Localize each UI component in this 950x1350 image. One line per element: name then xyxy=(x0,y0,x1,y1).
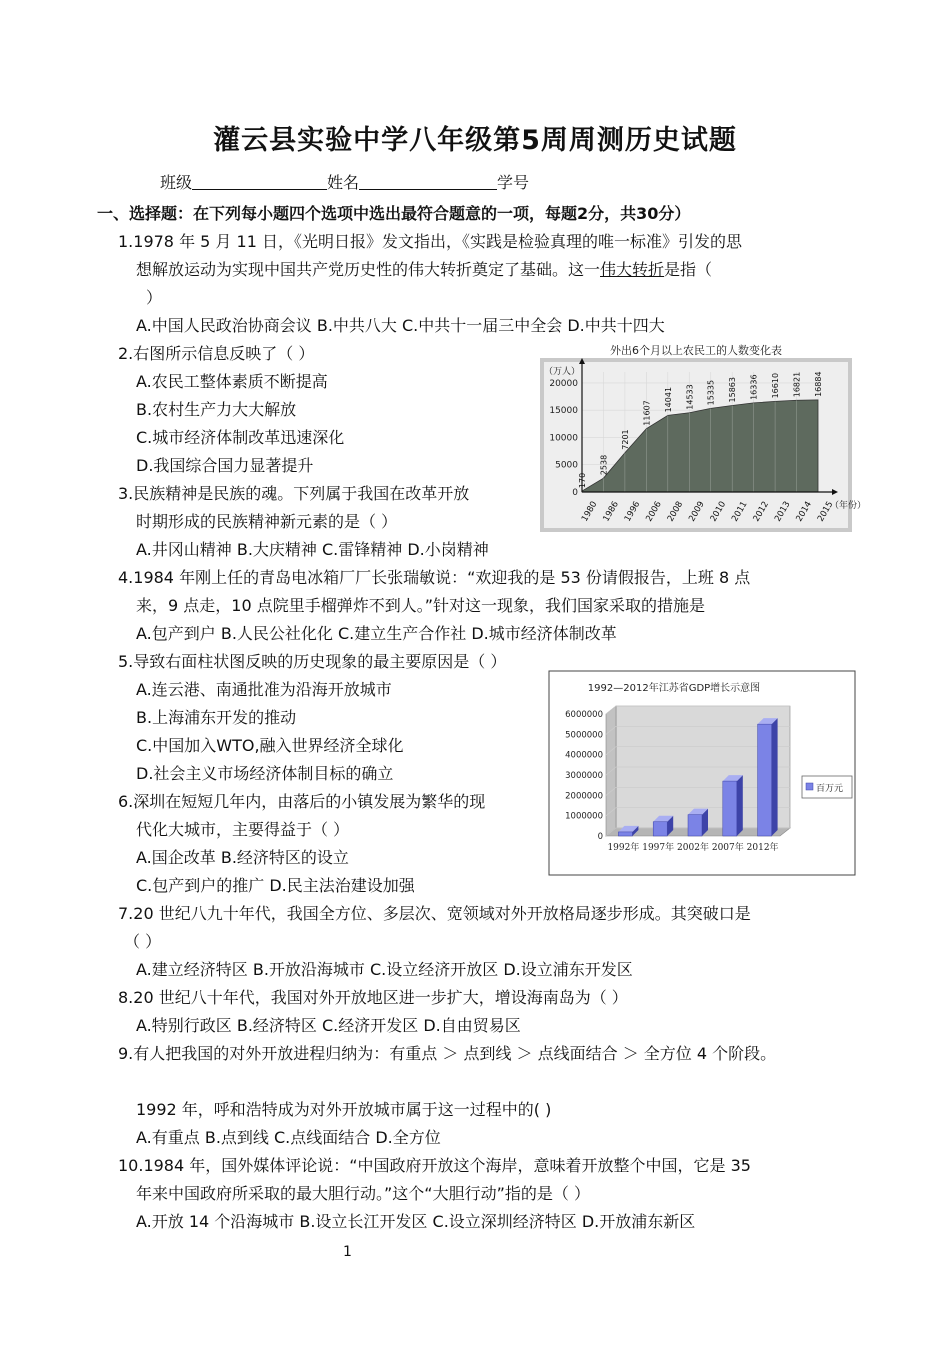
chart2-ytick-label: 1000000 xyxy=(565,811,603,822)
chart1-data-label: 2538 xyxy=(599,454,609,476)
chart1-xtick-label: 1980 xyxy=(579,499,600,524)
q10-options[interactable]: A.开放 14 个沿海城市 B.设立长江开发区 C.设立深圳经济特区 D.开放浦东新区 xyxy=(136,1212,696,1231)
chart1-xtick-label: 1986 xyxy=(601,499,621,524)
migrant-workers-chart xyxy=(540,342,867,532)
chart1-data-label: 16884 xyxy=(814,371,823,397)
q5-option-b[interactable]: B.上海浦东开发的推动 xyxy=(136,708,297,727)
chart2-ytick-label: 5000000 xyxy=(565,730,603,741)
q2-option-b[interactable]: B.农村生产力大大解放 xyxy=(136,400,297,419)
chart2-bar xyxy=(653,822,667,836)
chart1-xtick-label: 2009 xyxy=(687,499,707,524)
chart2-xtick-label: 1992年 xyxy=(607,843,640,853)
chart1-ylabel: （万人） xyxy=(544,367,581,377)
chart1-data-label: 170 xyxy=(578,472,587,489)
chart2-bar xyxy=(723,781,737,836)
q8-options[interactable]: A.特别行政区 B.经济特区 C.经济开发区 D.自由贸易区 xyxy=(136,1016,521,1035)
chart1-data-label: 15863 xyxy=(728,377,738,403)
q9-options[interactable]: A.有重点 B.点到线 C.点线面结合 D.全方位 xyxy=(136,1128,441,1147)
chart1-xtick-label: 2010 xyxy=(708,499,729,524)
chart1-ytick-label: 0 xyxy=(572,488,578,498)
q1-line2 xyxy=(136,257,712,280)
chart2-bar xyxy=(688,815,702,836)
chart2-xtick-label: 2012年 xyxy=(746,843,779,853)
q5-option-c[interactable]: C.中国加入WTO,融入世界经济全球化 xyxy=(136,736,404,755)
chart1-xtick-label: 2014 xyxy=(794,499,814,524)
chart1-data-label: 16610 xyxy=(771,372,781,399)
chart2-ytick-label: 0 xyxy=(597,832,603,842)
chart2-ytick-label: 2000000 xyxy=(565,791,603,802)
chart1-xtick-label: 1996 xyxy=(622,499,643,524)
chart2-xtick-label: 1997年 xyxy=(642,843,675,853)
q5-option-a[interactable]: A.连云港、南通批准为沿海开放城市 xyxy=(136,680,392,699)
q6-line2: 代化大城市，主要得益于（ ） xyxy=(136,820,350,839)
chart2-legend-swatch xyxy=(806,783,813,790)
q4-options[interactable]: A.包产到户 B.人民公社化化 C.建立生产合作社 D.城市经济体制改革 xyxy=(136,624,617,643)
q1-underlined: 伟大转折 xyxy=(600,260,665,279)
chart1-data-label: 14041 xyxy=(663,386,673,413)
chart1-data-label: 16821 xyxy=(792,371,802,398)
chart2-title: 1992—2012年江苏省GDP增长示意图 xyxy=(587,683,761,694)
q3-options[interactable]: A.井冈山精神 B.大庆精神 C.雷锋精神 D.小岗精神 xyxy=(136,540,489,559)
chart1-ytick-label: 5000 xyxy=(555,460,578,471)
chart2-xtick-label: 2002年 xyxy=(677,843,709,853)
chart1-ytick-label: 20000 xyxy=(549,378,578,389)
chart1-xlabel: （年份） xyxy=(830,501,867,511)
q2-option-a[interactable]: A.农民工整体素质不断提高 xyxy=(136,372,328,391)
q6-options-ab[interactable]: A.国企改革 B.经济特区的设立 xyxy=(136,848,349,867)
chart2-xtick-label: 2007年 xyxy=(711,843,744,853)
q1-line1: 1.1978 年 5 月 11 日，《光明日报》发文指出，《实践是检验真理的唯一标准》引发的思 xyxy=(118,232,742,251)
class-label: 班级 xyxy=(160,173,193,192)
name-label: 姓名 xyxy=(327,173,360,192)
q9-line2: 1992 年，呼和浩特成为对外开放城市属于这一过程中的( ) xyxy=(136,1100,552,1119)
chart1-xtick-label: 2011 xyxy=(730,499,750,524)
q6-line1: 6.深圳在短短几年内，由落后的小镇发展为繁华的现 xyxy=(118,792,486,811)
q7-line2: （ ） xyxy=(124,932,162,951)
chart1-ytick-label: 10000 xyxy=(549,433,578,444)
q5-stem: 5.导致右面柱状图反映的历史现象的最主要原因是（ ） xyxy=(118,652,507,671)
q3-line2: 时期形成的民族精神新元素的是（ ） xyxy=(136,512,398,531)
chart2-ytick-label: 6000000 xyxy=(565,710,603,720)
q6-options-cd[interactable]: C.包产到户的推广 D.民主法治建设加强 xyxy=(136,876,415,895)
chart2-bar-side xyxy=(737,775,743,836)
student-info xyxy=(160,170,529,193)
q2-stem: 2.右图所示信息反映了（ ） xyxy=(118,344,315,363)
chart1-data-label: 16336 xyxy=(749,374,759,400)
q1-line2-text: 想解放运动为实现中国共产党历史性的伟大转折奠定了基础。这一 xyxy=(136,260,601,279)
name-blank[interactable] xyxy=(359,173,497,190)
q2-option-d[interactable]: D.我国综合国力显著提升 xyxy=(136,456,314,475)
page-number: 1 xyxy=(343,1244,352,1260)
q1-line3: ） xyxy=(146,288,163,307)
class-blank[interactable] xyxy=(192,173,327,190)
q7-line1: 7.20 世纪八九十年代，我国全方位、多层次、宽领域对外开放格局逐步形成。其突破口是 xyxy=(118,904,751,923)
chart2-legend-label: 百万元 xyxy=(816,784,844,794)
q8-stem: 8.20 世纪八十年代，我国对外开放地区进一步扩大，增设海南岛为（ ） xyxy=(118,988,628,1007)
q1-line2-end: 是指（ xyxy=(664,260,713,279)
q10-line2: 年来中国政府所采取的最大胆行动。”这个“大胆行动”指的是（ ） xyxy=(136,1184,590,1203)
q5-option-d[interactable]: D.社会主义市场经济体制目标的确立 xyxy=(136,764,394,783)
chart1-data-label: 14533 xyxy=(685,384,695,410)
chart1-xtick-label: 2012 xyxy=(751,499,772,524)
chart1-data-label: 15335 xyxy=(706,379,716,406)
q4-line2: 来，9 点走，10 点院里手榴弹炸不到人。”针对这一现象，我们国家采取的措施是 xyxy=(136,596,706,615)
q10-line1: 10.1984 年，国外媒体评论说：“中国政府开放这个海岸，意味着开放整个中国，它是 35 xyxy=(118,1156,751,1175)
q1-options[interactable]: A.中国人民政治协商会议 B.中共八大 C.中共十一届三中全会 D.中共十四大 xyxy=(136,316,665,335)
chart1-ytick-label: 15000 xyxy=(549,406,578,417)
chart1-data-label: 7201 xyxy=(620,429,630,450)
chart2-ytick-label: 3000000 xyxy=(565,771,603,781)
chart1-title: 外出6个月以上农民工的人数变化表 xyxy=(610,344,782,357)
q9-line1: 9.有人把我国的对外开放进程归纳为：有重点 ＞ 点到线 ＞ 点线面结合 ＞ 全方位 4 个阶段。 xyxy=(118,1044,777,1063)
chart1-xtick-label: 2006 xyxy=(644,499,664,524)
jiangsu-gdp-chart xyxy=(548,670,856,876)
chart2-ytick-label: 4000000 xyxy=(565,750,603,761)
section-heading: 一、选择题：在下列每小题四个选项中选出最符合题意的一项，每题2分，共30分） xyxy=(97,204,691,223)
q7-options[interactable]: A.建立经济特区 B.开放沿海城市 C.设立经济开放区 D.设立浦东开发区 xyxy=(136,960,633,979)
chart2-bar xyxy=(618,832,632,836)
q4-line1: 4.1984 年刚上任的青岛电冰箱厂厂长张瑞敏说：“欢迎我的是 53 份请假报告，上班 8 点 xyxy=(118,568,751,587)
chart1-xtick-label: 2013 xyxy=(773,499,793,524)
q3-line1: 3.民族精神是民族的魂。下列属于我国在改革开放 xyxy=(118,484,470,503)
q2-option-c[interactable]: C.城市经济体制改革迅速深化 xyxy=(136,428,345,447)
chart2-bar-side xyxy=(772,718,778,836)
chart1-xtick-label: 2008 xyxy=(665,499,686,524)
chart2-bar xyxy=(758,724,772,836)
id-label: 学号 xyxy=(497,173,530,192)
chart1-xtick-label: 2015 xyxy=(815,499,836,524)
chart1-data-label: 11607 xyxy=(642,400,652,426)
page-title: 灌云县实验中学八年级第5周周测历史试题 xyxy=(213,125,737,156)
